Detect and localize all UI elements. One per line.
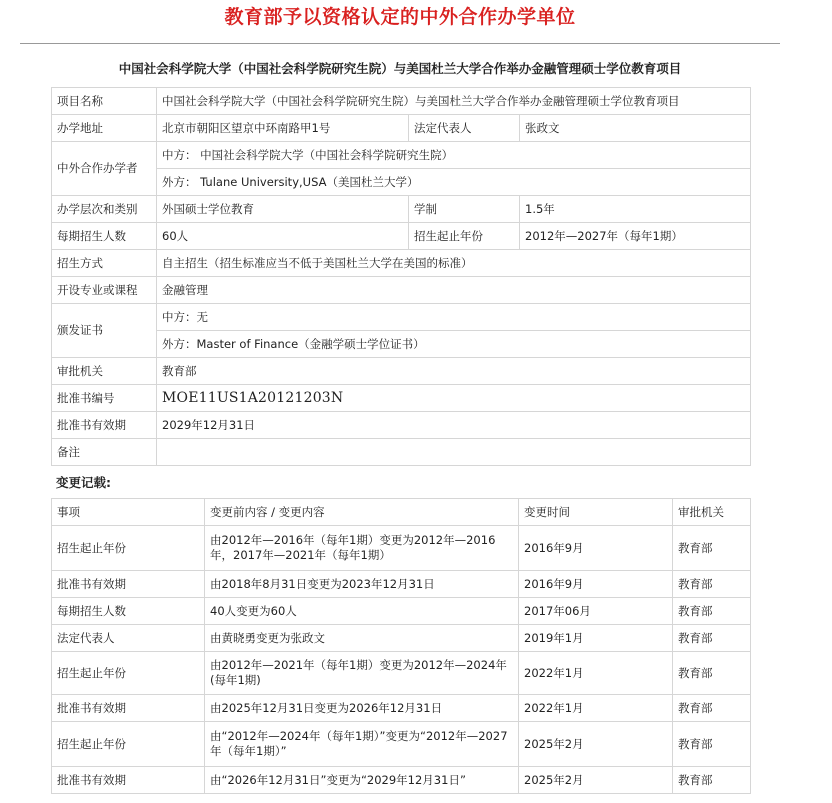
title-divider <box>20 43 780 44</box>
change-row <box>52 571 751 598</box>
change-content: 由2012年—2021年（每年1期）变更为2012年—2024年(每年1期) <box>205 652 519 695</box>
change-content: 由2012年—2016年（每年1期）变更为2012年—2016年，2017年—2021年（每年1期） <box>205 526 519 571</box>
certificate-cn-value: 中方：无 <box>157 304 751 331</box>
admission-value: 自主招生（招生标准应当不低于美国杜兰大学在美国的标准） <box>157 250 751 277</box>
approval-no-value: MOE11US1A20121203N <box>157 385 751 412</box>
major-value: 金融管理 <box>157 277 751 304</box>
change-time: 2025年2月 <box>519 767 673 794</box>
header-time: 变更时间 <box>519 499 673 526</box>
change-content: 40人变更为60人 <box>205 598 519 625</box>
partner-cn-value: 中方： 中国社会科学院大学（中国社会科学院研究生院） <box>157 142 751 169</box>
authority-label: 审批机关 <box>52 358 157 385</box>
change-row <box>52 767 751 794</box>
legal-rep-value: 张政文 <box>520 115 751 142</box>
project-name-value: 中国社会科学院大学（中国社会科学院研究生院）与美国杜兰大学合作举办金融管理硕士学位教育项目 <box>157 88 751 115</box>
remark-value <box>157 439 751 466</box>
change-authority: 教育部 <box>673 652 751 695</box>
approval-no-label: 批准书编号 <box>52 385 157 412</box>
change-time: 2022年1月 <box>519 695 673 722</box>
change-content: 由“2026年12月31日”变更为“2029年12月31日” <box>205 767 519 794</box>
change-item: 每期招生人数 <box>52 598 205 625</box>
partners-label: 中外合作办学者 <box>52 142 157 196</box>
change-content: 由2018年8月31日变更为2023年12月31日 <box>205 571 519 598</box>
change-item: 招生起止年份 <box>52 722 205 767</box>
change-content: 由黄晓勇变更为张政文 <box>205 625 519 652</box>
changes-header-row <box>52 499 751 526</box>
change-authority: 教育部 <box>673 722 751 767</box>
address-value: 北京市朝阳区望京中环南路甲1号 <box>157 115 409 142</box>
changes-title: 变更记载: <box>56 475 111 490</box>
change-time: 2016年9月 <box>519 526 673 571</box>
change-item: 招生起止年份 <box>52 526 205 571</box>
change-row <box>52 652 751 695</box>
certificate-label: 颁发证书 <box>52 304 157 358</box>
legal-rep-label: 法定代表人 <box>409 115 520 142</box>
header-item: 事项 <box>52 499 205 526</box>
change-time: 2019年1月 <box>519 625 673 652</box>
change-content: 由“2012年—2024年（每年1期）”变更为“2012年—2027年（每年1期）” <box>205 722 519 767</box>
change-time: 2016年9月 <box>519 571 673 598</box>
change-time: 2017年06月 <box>519 598 673 625</box>
period-label: 招生起止年份 <box>409 223 520 250</box>
change-item: 招生起止年份 <box>52 652 205 695</box>
period-value: 2012年—2027年（每年1期） <box>520 223 751 250</box>
change-row <box>52 625 751 652</box>
change-content: 由2025年12月31日变更为2026年12月31日 <box>205 695 519 722</box>
duration-value: 1.5年 <box>520 196 751 223</box>
header-authority: 审批机关 <box>673 499 751 526</box>
project-info-table <box>51 87 751 466</box>
validity-value: 2029年12月31日 <box>157 412 751 439</box>
level-value: 外国硕士学位教育 <box>157 196 409 223</box>
project-heading: 中国社会科学院大学（中国社会科学院研究生院）与美国杜兰大学合作举办金融管理硕士学位教育项目 <box>118 61 682 76</box>
changes-table <box>51 498 751 794</box>
partner-foreign-value: 外方： Tulane University,USA（美国杜兰大学） <box>157 169 751 196</box>
admission-label: 招生方式 <box>52 250 157 277</box>
validity-label: 批准书有效期 <box>52 412 157 439</box>
certificate-foreign-value: 外方：Master of Finance（金融学硕士学位证书） <box>157 331 751 358</box>
header-content: 变更前内容 / 变更内容 <box>205 499 519 526</box>
change-item: 批准书有效期 <box>52 571 205 598</box>
authority-value: 教育部 <box>157 358 751 385</box>
change-time: 2022年1月 <box>519 652 673 695</box>
page-title: 教育部予以资格认定的中外合作办学单位 <box>224 6 576 28</box>
major-label: 开设专业或课程 <box>52 277 157 304</box>
change-item: 法定代表人 <box>52 625 205 652</box>
change-authority: 教育部 <box>673 625 751 652</box>
duration-label: 学制 <box>409 196 520 223</box>
change-authority: 教育部 <box>673 767 751 794</box>
change-authority: 教育部 <box>673 598 751 625</box>
change-authority: 教育部 <box>673 526 751 571</box>
change-authority: 教育部 <box>673 571 751 598</box>
change-row <box>52 598 751 625</box>
change-authority: 教育部 <box>673 695 751 722</box>
change-row <box>52 695 751 722</box>
enrollment-value: 60人 <box>157 223 409 250</box>
address-label: 办学地址 <box>52 115 157 142</box>
enrollment-label: 每期招生人数 <box>52 223 157 250</box>
change-item: 批准书有效期 <box>52 767 205 794</box>
change-row <box>52 526 751 571</box>
remark-label: 备注 <box>52 439 157 466</box>
change-item: 批准书有效期 <box>52 695 205 722</box>
project-name-label: 项目名称 <box>52 88 157 115</box>
change-row <box>52 722 751 767</box>
level-label: 办学层次和类别 <box>52 196 157 223</box>
change-time: 2025年2月 <box>519 722 673 767</box>
